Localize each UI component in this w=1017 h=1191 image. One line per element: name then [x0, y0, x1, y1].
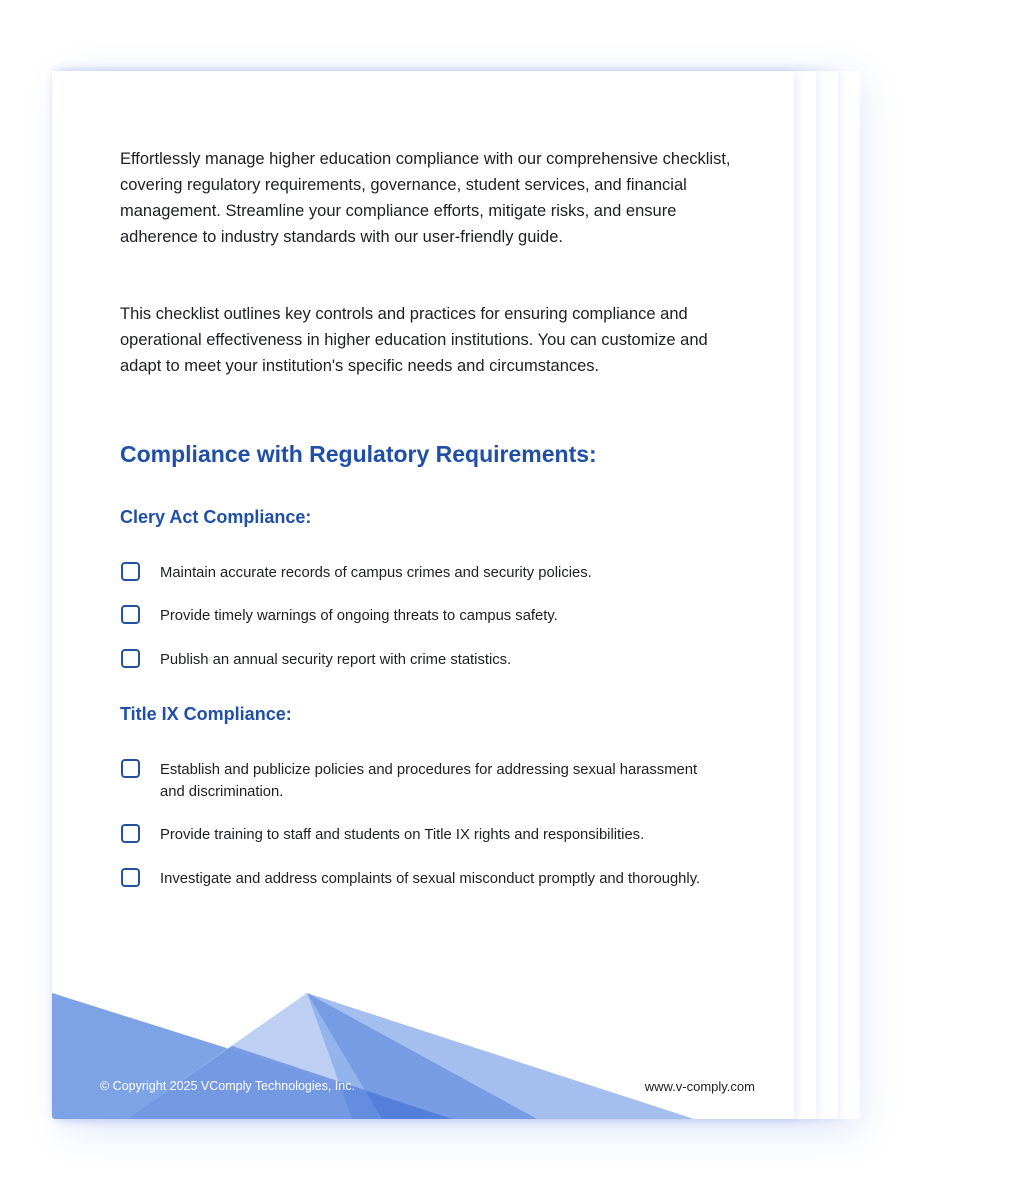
intro-paragraph-2: This checklist outlines key controls and practices for ensuring compliance and operational effectiveness in higher education institutions. You can customize and adapt to meet your institution's specific needs and circumstances.: [120, 305, 708, 375]
checklist-item-text: Maintain accurate records of campus crimes and security policies.: [160, 565, 592, 581]
footer-decoration: [52, 991, 794, 1119]
checklist-item: [120, 605, 720, 651]
title-ix-heading: Title IX Compliance:: [120, 704, 292, 724]
clery-act-heading: Clery Act Compliance:: [120, 507, 312, 527]
checklist-item-text: Provide timely warnings of ongoing threats to campus safety.: [160, 608, 558, 624]
footer-copyright: © Copyright 2025 VComply Technologies, Inc.: [100, 1079, 355, 1093]
empty-checkbox-icon[interactable]: [121, 759, 140, 778]
footer-website-link[interactable]: www.v-comply.com: [644, 1079, 755, 1094]
checklist-item: [120, 562, 720, 608]
checklist-item-text: Provide training to staff and students on Title IX rights and responsibilities.: [160, 827, 645, 843]
checklist-item: [120, 759, 720, 805]
section-title: Compliance with Regulatory Requirements:: [120, 441, 597, 467]
checklist-item: [120, 868, 720, 914]
checklist-item-text: Establish and publicize policies and procedures for addressing sexual harassment and discrimination.: [160, 762, 698, 800]
checklist-item-text: Publish an annual security report with crime statistics.: [160, 652, 512, 668]
checklist-item-text: Investigate and address complaints of sexual misconduct promptly and thoroughly.: [160, 871, 701, 887]
empty-checkbox-icon[interactable]: [121, 824, 140, 843]
empty-checkbox-icon[interactable]: [121, 649, 140, 668]
empty-checkbox-icon[interactable]: [121, 605, 140, 624]
document-page: [52, 71, 794, 1119]
intro-paragraph-1: Effortlessly manage higher education compliance with our comprehensive checklist, covering regulatory requirements, governance, student services, and financial management. Streamline your compliance efforts, mitigate risks, and ensure adherence to industry standards with our user-friendly guide.: [120, 150, 731, 246]
checklist-item: [120, 824, 720, 870]
checklist-item: [120, 649, 720, 695]
empty-checkbox-icon[interactable]: [121, 562, 140, 581]
empty-checkbox-icon[interactable]: [121, 868, 140, 887]
